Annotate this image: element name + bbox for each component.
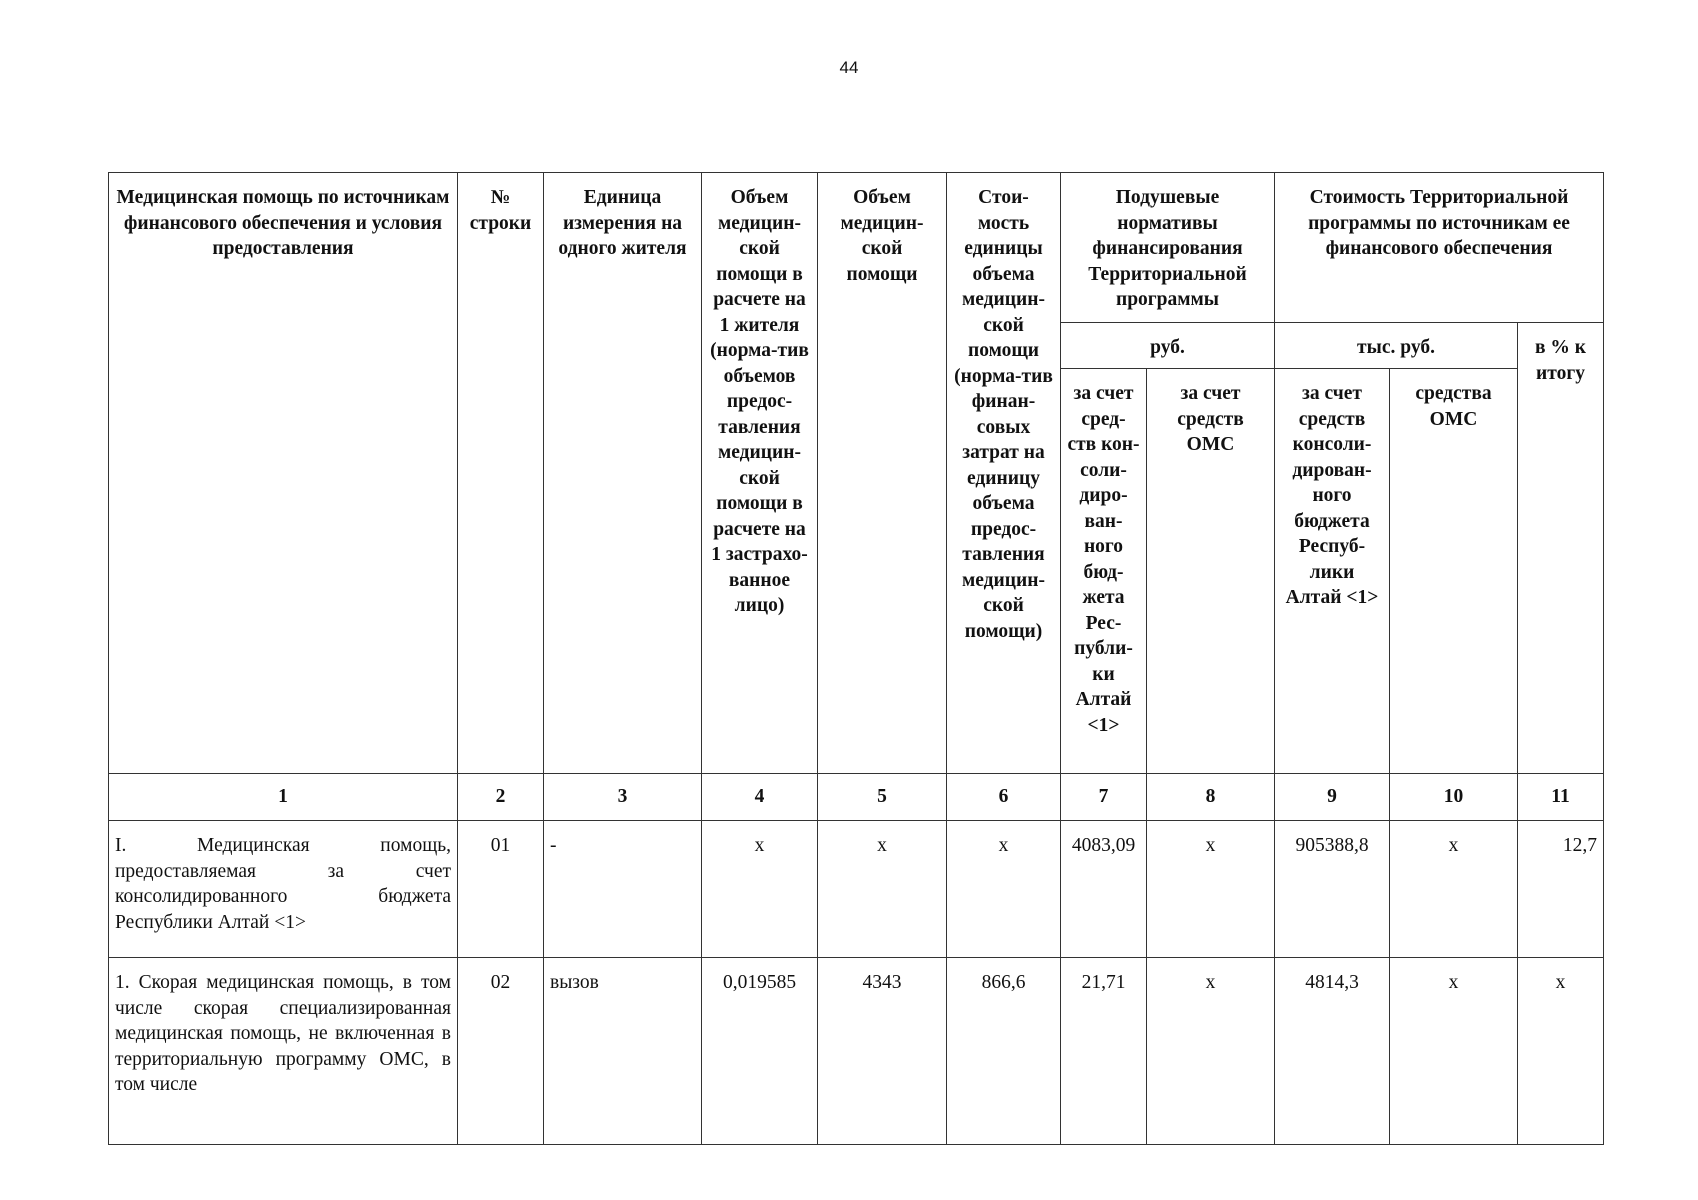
header-percent-total: в % к итогу bbox=[1518, 323, 1604, 774]
column-number: 6 bbox=[947, 774, 1061, 821]
row-volume: 4343 bbox=[818, 958, 947, 1145]
header-budget-cost: за счет средств консоли-дирован-ного бюджета Респуб-лики Алтай <1> bbox=[1275, 369, 1390, 774]
row-budget-per-capita: 4083,09 bbox=[1061, 821, 1147, 958]
row-unit-cost: 866,6 bbox=[947, 958, 1061, 1145]
column-number: 1 bbox=[109, 774, 458, 821]
column-number: 5 bbox=[818, 774, 947, 821]
row-unit-cost: х bbox=[947, 821, 1061, 958]
table-row bbox=[109, 958, 1604, 1145]
row-oms-per-capita: х bbox=[1147, 958, 1275, 1145]
column-number: 3 bbox=[544, 774, 702, 821]
header-rub: руб. bbox=[1061, 323, 1275, 369]
row-budget-cost: 4814,3 bbox=[1275, 958, 1390, 1145]
header-unit-cost: Стои-мость единицы объема медицин-ской помощи (норма-тив финан-совых затрат на единицу объема предос-тавления медицин-ской помощи) bbox=[947, 173, 1061, 774]
row-description: I. Медицинская помощь, предоставляемая за счет консолидированного бюджета Республики Алтай <1> bbox=[109, 821, 458, 958]
row-oms-cost: х bbox=[1390, 958, 1518, 1145]
header-line-number: № строки bbox=[458, 173, 544, 774]
column-number: 2 bbox=[458, 774, 544, 821]
header-volume: Объем медицин-ской помощи bbox=[818, 173, 947, 774]
header-budget-per-capita: за счет сред-ств кон-соли-диро-ван-ного бюд-жета Рес-публи-ки Алтай <1> bbox=[1061, 369, 1147, 774]
header-oms-per-capita: за счет средств ОМС bbox=[1147, 369, 1275, 774]
column-number: 7 bbox=[1061, 774, 1147, 821]
page-number: 44 bbox=[839, 58, 859, 77]
header-thous-rub: тыс. руб. bbox=[1275, 323, 1518, 369]
row-volume-per-resident: х bbox=[702, 821, 818, 958]
header-cost-group: Стоимость Территориальной программы по источникам ее финансового обеспечения bbox=[1275, 173, 1604, 323]
column-number: 10 bbox=[1390, 774, 1518, 821]
row-unit: - bbox=[544, 821, 702, 958]
row-line-number: 01 bbox=[458, 821, 544, 958]
row-volume: х bbox=[818, 821, 947, 958]
header-volume-per-resident: Объем медицин-ской помощи в расчете на 1 жителя (норма-тив объемов предос-тавления медицин-ской помощи в расчете на 1 застрахо-ванное лицо) bbox=[702, 173, 818, 774]
row-budget-cost: 905388,8 bbox=[1275, 821, 1390, 958]
table-row bbox=[109, 821, 1604, 958]
header-per-capita-group: Подушевые нормативы финансирования Территориальной программы bbox=[1061, 173, 1275, 323]
column-number-row bbox=[109, 774, 1604, 821]
row-unit: вызов bbox=[544, 958, 702, 1145]
row-line-number: 02 bbox=[458, 958, 544, 1145]
column-number: 11 bbox=[1518, 774, 1604, 821]
column-number: 4 bbox=[702, 774, 818, 821]
row-percent-total: 12,7 bbox=[1518, 821, 1604, 958]
financing-table bbox=[108, 172, 1604, 1145]
row-description: 1. Скорая медицинская помощь, в том числе скорая специализированная медицинская помощь, не включенная в территориальную программу ОМС, в том числе bbox=[109, 958, 458, 1145]
row-volume-per-resident: 0,019585 bbox=[702, 958, 818, 1145]
header-unit: Единица измерения на одного жителя bbox=[544, 173, 702, 774]
row-oms-cost: х bbox=[1390, 821, 1518, 958]
row-budget-per-capita: 21,71 bbox=[1061, 958, 1147, 1145]
column-number: 9 bbox=[1275, 774, 1390, 821]
row-percent-total: х bbox=[1518, 958, 1604, 1145]
header-care-type: Медицинская помощь по источникам финансового обеспечения и условия предоставления bbox=[109, 173, 458, 774]
header-oms-cost: средства ОМС bbox=[1390, 369, 1518, 774]
row-oms-per-capita: х bbox=[1147, 821, 1275, 958]
column-number: 8 bbox=[1147, 774, 1275, 821]
